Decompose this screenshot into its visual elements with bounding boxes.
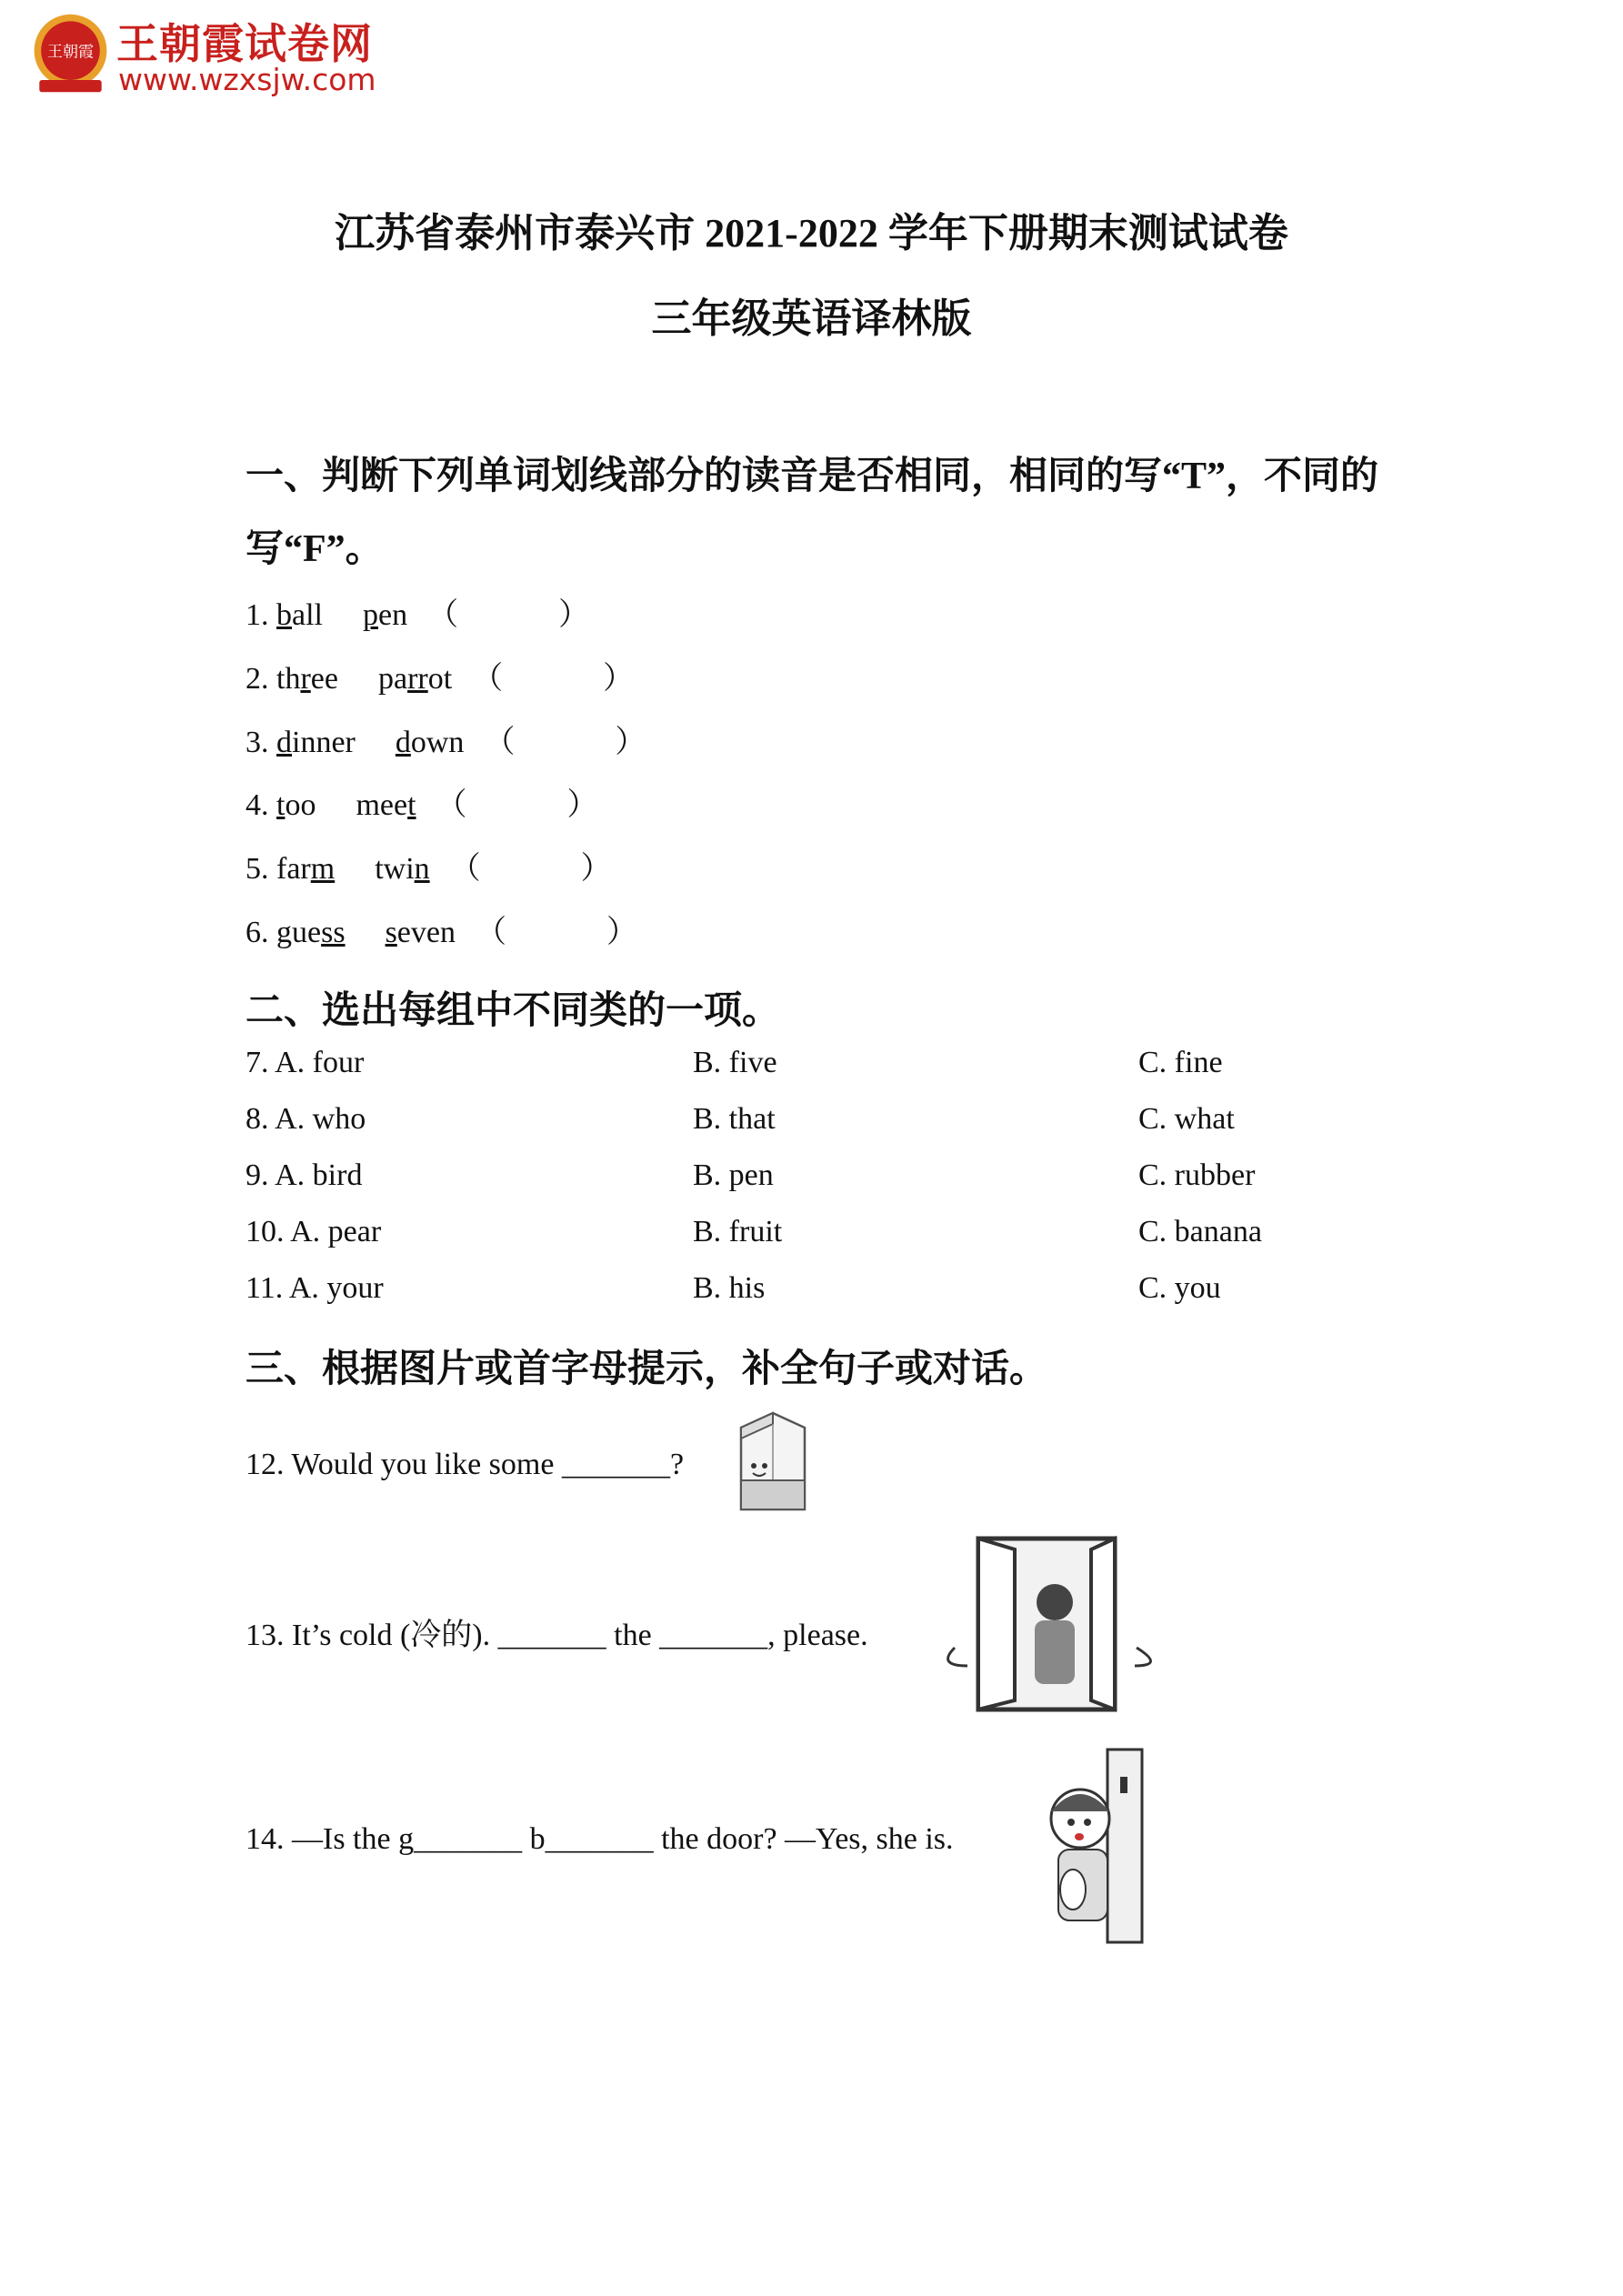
page-subtitle: 三年级英语译林版: [651, 296, 972, 341]
question-6: [245, 907, 637, 951]
question-13: 13. It’s cold (冷的). _______ the _______, please.: [245, 1619, 868, 1652]
page-title: 江苏省泰州市泰兴市 2021-2022 学年下册期末测试试卷: [335, 211, 1288, 256]
question-3: [245, 717, 646, 761]
question-5: [245, 843, 612, 887]
option-a[interactable]: 11. A. your: [245, 1271, 384, 1305]
question-number: 2.: [245, 662, 276, 696]
logo-text: 王朝霞: [46, 43, 95, 62]
option-b[interactable]: B. five: [693, 1046, 777, 1079]
option-b[interactable]: B. pen: [693, 1158, 774, 1192]
option-b[interactable]: B. fruit: [693, 1215, 783, 1248]
option-a[interactable]: 8. A. who: [245, 1102, 366, 1136]
word-2: parrot: [377, 662, 453, 696]
open-window-icon: [927, 1529, 1175, 1722]
option-c[interactable]: C. you: [1138, 1271, 1221, 1305]
word-1: too: [276, 788, 316, 822]
word-2: pen: [362, 598, 408, 632]
option-b[interactable]: B. that: [693, 1102, 776, 1136]
answer-blank[interactable]: （ ）: [475, 916, 637, 949]
question-4: [245, 779, 598, 824]
word-1: farm: [276, 852, 336, 886]
word-2: twin: [375, 852, 430, 886]
option-b[interactable]: B. his: [693, 1271, 766, 1305]
section3-heading: 三、根据图片或首字母提示，补全句子或对话。: [245, 1349, 1048, 1390]
question-number: 4.: [245, 788, 276, 822]
option-a[interactable]: 9. A. bird: [245, 1158, 363, 1192]
question-number: 5.: [245, 852, 276, 886]
option-a[interactable]: 7. A. four: [245, 1046, 365, 1079]
answer-blank[interactable]: （ ）: [484, 726, 646, 759]
question-1: [245, 589, 589, 634]
section1-heading: 一、判断下列单词划线部分的读音是否相同，相同的写“T”，不同的: [245, 456, 1379, 497]
question-number: 1.: [245, 598, 276, 632]
option-c[interactable]: C. banana: [1138, 1215, 1262, 1248]
milk-carton-icon: [727, 1408, 818, 1519]
word-2: meet: [356, 788, 416, 822]
answer-blank[interactable]: （ ）: [472, 662, 635, 696]
word-2: down: [395, 726, 465, 759]
word-1: dinner: [276, 726, 356, 759]
brand-url[interactable]: www.wzxsjw.com: [118, 62, 376, 97]
answer-blank[interactable]: （ ）: [436, 788, 598, 822]
question-number: 3.: [245, 726, 276, 759]
girl-behind-door-icon: [1027, 1746, 1149, 1946]
answer-blank[interactable]: （ ）: [427, 598, 590, 632]
option-c[interactable]: C. rubber: [1138, 1158, 1256, 1192]
option-a[interactable]: 10. A. pear: [245, 1215, 382, 1248]
option-c[interactable]: C. what: [1138, 1102, 1235, 1136]
word-1: ball: [276, 598, 323, 632]
section1-heading-cont: 写“F”。: [245, 528, 384, 570]
option-c[interactable]: C. fine: [1138, 1046, 1223, 1079]
brand-logo-icon: [27, 11, 114, 97]
word-1: guess: [276, 916, 346, 949]
section2-heading: 二、选出每组中不同类的一项。: [245, 990, 781, 1032]
word-2: seven: [385, 916, 456, 949]
question-number: 6.: [245, 916, 276, 949]
question-2: [245, 653, 634, 697]
brand-name: 王朝霞试卷网: [116, 19, 373, 68]
answer-blank[interactable]: （ ）: [449, 852, 612, 886]
word-1: three: [276, 662, 338, 696]
question-14: 14. —Is the g_______ b_______ the door? —Yes, she is.: [245, 1822, 954, 1856]
question-12: 12. Would you like some _______?: [245, 1448, 685, 1481]
